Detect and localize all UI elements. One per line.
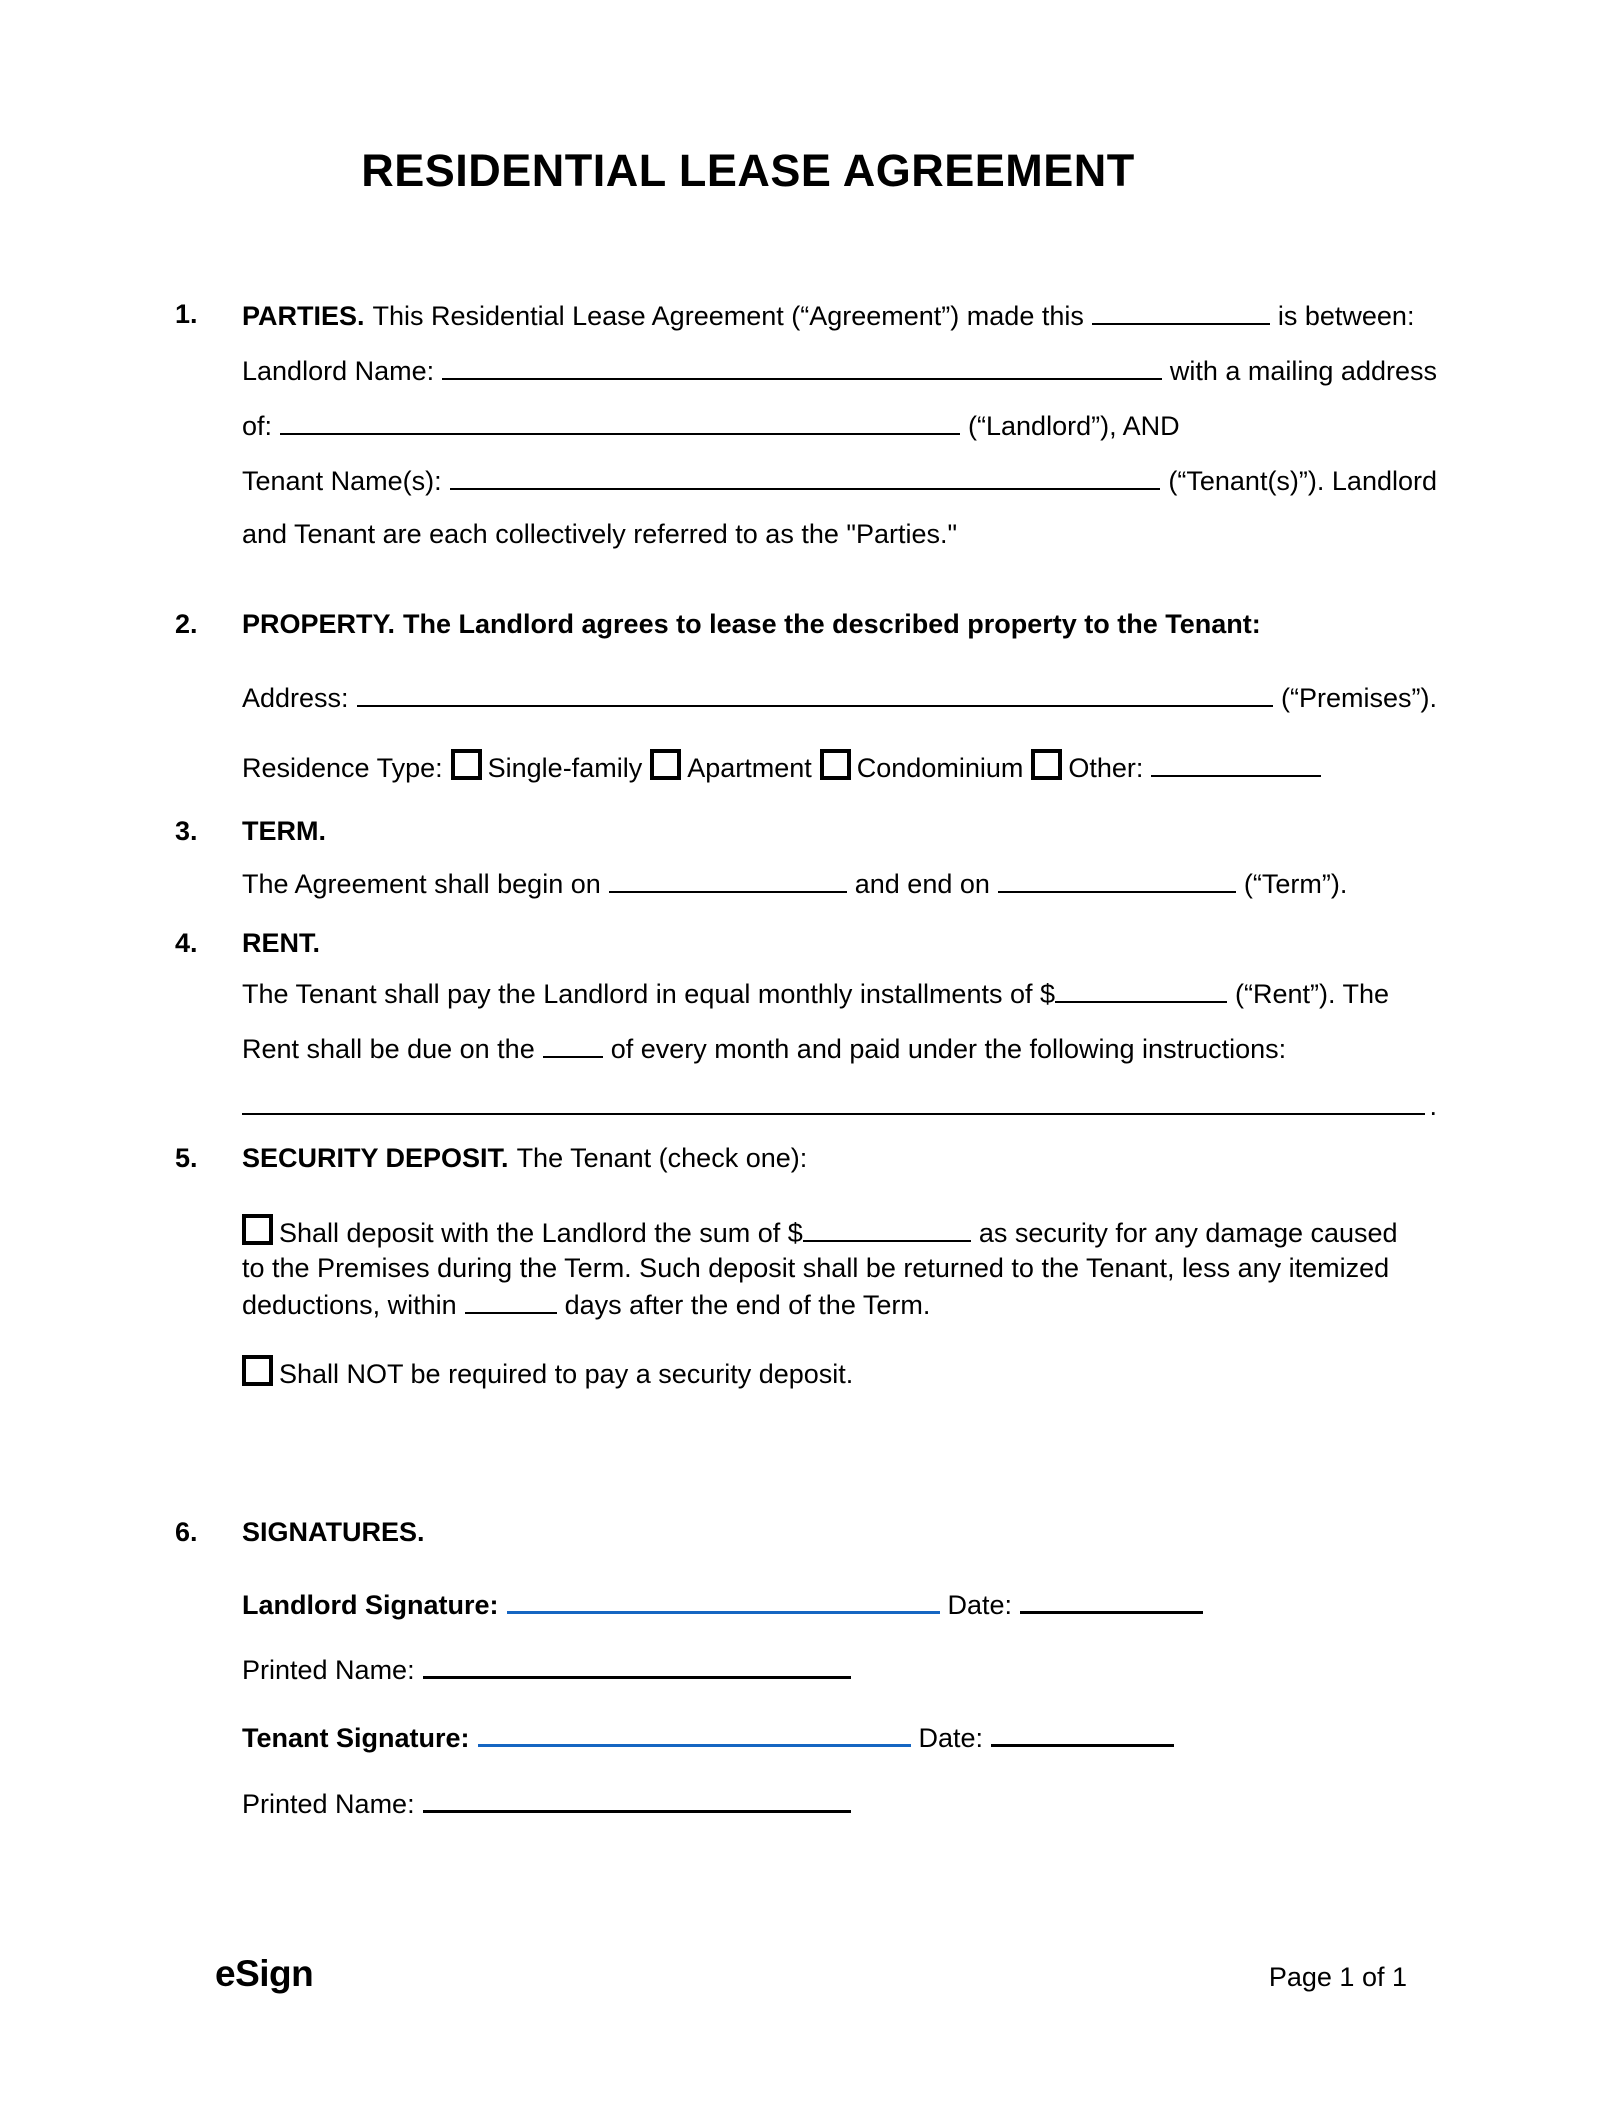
- residence-option-label: Condominium: [856, 753, 1024, 783]
- rent-amount-blank[interactable]: [1055, 977, 1227, 1003]
- deposit-heading-line: [242, 1143, 1437, 1174]
- landlord-date-blank[interactable]: [1020, 1587, 1203, 1614]
- security-deposit-heading: SECURITY DEPOSIT.: [242, 1143, 509, 1173]
- term-text-end: (“Term”).: [1243, 869, 1348, 899]
- deposit-amount-blank[interactable]: [803, 1216, 971, 1242]
- section-property: [175, 609, 1437, 784]
- section-number: 2.: [175, 609, 198, 639]
- checkbox-condominium[interactable]: [820, 749, 851, 780]
- tenant-printed-name-row: [242, 1786, 1437, 1820]
- parties-intro-text-end: is between:: [1277, 301, 1415, 331]
- landlord-name-blank[interactable]: [442, 354, 1162, 380]
- residence-option-label: Single-family: [487, 753, 643, 783]
- deposit-text-after-amount: as security for any damage caused: [978, 1218, 1398, 1248]
- property-address-label: Address:: [242, 683, 349, 713]
- parties-heading: PARTIES.: [242, 301, 365, 331]
- residence-type-label: Residence Type:: [242, 753, 443, 783]
- landlord-address-blank[interactable]: [280, 409, 960, 435]
- agreement-date-blank[interactable]: [1092, 299, 1270, 325]
- deposit-text-before-amount: Shall deposit with the Landlord the sum of $: [279, 1218, 803, 1248]
- checkbox-other[interactable]: [1031, 749, 1062, 780]
- term-dates-line: [242, 867, 1437, 900]
- checkbox-apartment[interactable]: [650, 749, 681, 780]
- landlord-signature-label: Landlord Signature:: [242, 1590, 499, 1620]
- rent-text-after-day: of every month and paid under the following instructions:: [610, 1034, 1287, 1064]
- payment-instructions-line: [242, 1089, 1437, 1122]
- tenant-signature-label: Tenant Signature:: [242, 1723, 470, 1753]
- checkbox-no-deposit[interactable]: [242, 1355, 273, 1386]
- checkbox-single-family[interactable]: [451, 749, 482, 780]
- section-number: 6.: [175, 1517, 198, 1547]
- deposit-option1-line2: to the Premises during the Term. Such deposit shall be returned to the Tenant, less any itemized: [242, 1253, 1390, 1283]
- document-content: [175, 0, 1437, 1820]
- property-heading-line: [242, 609, 1437, 640]
- landlord-address-suffix: (“Landlord”), AND: [968, 411, 1180, 441]
- parties-closing-line: and Tenant are each collectively referred to as the "Parties.": [242, 519, 958, 549]
- landlord-name-line: [242, 354, 1437, 387]
- tenant-date-blank[interactable]: [991, 1720, 1174, 1747]
- parties-intro-text: This Residential Lease Agreement (“Agreement”) made this: [372, 301, 1084, 331]
- landlord-name-label: Landlord Name:: [242, 356, 435, 386]
- tenant-names-line: [242, 464, 1437, 497]
- rent-amount-line: [242, 977, 1437, 1010]
- parties-intro-line: [242, 299, 1437, 332]
- rent-due-line: [242, 1032, 1437, 1065]
- landlord-signature-line-row: [242, 1587, 1437, 1621]
- landlord-date-label: Date:: [947, 1590, 1013, 1620]
- tenant-signature-line[interactable]: [478, 1720, 911, 1747]
- residence-type-line: [242, 746, 1437, 784]
- term-end-date-blank[interactable]: [998, 867, 1236, 893]
- deposit-text-before-days: deductions, within: [242, 1290, 457, 1320]
- landlord-address-label: of:: [242, 411, 273, 441]
- property-heading: PROPERTY.: [242, 609, 396, 639]
- rent-text-before-day: Rent shall be due on the: [242, 1034, 535, 1064]
- residence-option-label: Other:: [1068, 753, 1144, 783]
- section-security-deposit: [175, 1143, 1437, 1390]
- rent-text-after-amount: (“Rent”). The: [1235, 979, 1390, 1009]
- tenant-names-blank[interactable]: [450, 464, 1161, 490]
- section-signatures: [175, 1517, 1437, 1820]
- residence-other-blank[interactable]: [1151, 751, 1321, 777]
- property-address-line: [242, 681, 1437, 714]
- term-heading-line: [242, 816, 1437, 847]
- term-heading: TERM.: [242, 816, 326, 846]
- tenant-signature-line-row: [242, 1720, 1437, 1754]
- page-footer: [215, 1953, 1407, 1994]
- property-address-blank[interactable]: [357, 681, 1273, 707]
- tenant-printed-name-blank[interactable]: [423, 1786, 851, 1813]
- section-number: 5.: [175, 1143, 198, 1173]
- section-number: 1.: [175, 299, 198, 329]
- rent-heading: RENT.: [242, 928, 321, 958]
- deposit-option1-line1: [242, 1211, 1437, 1249]
- landlord-printed-name-blank[interactable]: [423, 1652, 851, 1679]
- deposit-text-after-days: days after the end of the Term.: [564, 1290, 931, 1320]
- deposit-option1-line3: [242, 1288, 1437, 1321]
- signatures-heading: SIGNATURES.: [242, 1517, 425, 1547]
- tenant-date-label: Date:: [918, 1723, 984, 1753]
- deposit-option2-line: [242, 1352, 1437, 1390]
- page-number: Page 1 of 1: [1268, 1962, 1407, 1992]
- landlord-name-suffix: with a mailing address: [1169, 356, 1437, 386]
- section-number: 4.: [175, 928, 198, 958]
- landlord-signature-line[interactable]: [507, 1587, 940, 1614]
- section-number: 3.: [175, 816, 198, 846]
- esign-logo: eSign: [215, 1953, 314, 1994]
- payment-instructions-blank[interactable]: [242, 1089, 1425, 1115]
- landlord-printed-name-row: [242, 1652, 1437, 1686]
- tenant-printed-name-label: Printed Name:: [242, 1789, 415, 1819]
- checkbox-shall-deposit[interactable]: [242, 1214, 273, 1245]
- property-intro-text: The Landlord agrees to lease the described property to the Tenant:: [403, 609, 1261, 639]
- term-start-date-blank[interactable]: [609, 867, 847, 893]
- term-text-begin: The Agreement shall begin on: [242, 869, 601, 899]
- section-parties: [175, 299, 1437, 550]
- deposit-intro-text: The Tenant (check one):: [516, 1143, 808, 1173]
- no-deposit-label: Shall NOT be required to pay a security deposit.: [279, 1359, 854, 1389]
- rent-heading-line: [242, 928, 1437, 959]
- section-term: [175, 816, 1437, 900]
- rent-due-day-blank[interactable]: [543, 1032, 603, 1058]
- signatures-heading-line: [242, 1517, 1437, 1548]
- rent-text-before-amount: The Tenant shall pay the Landlord in equal monthly installments of $: [242, 979, 1056, 1009]
- deposit-return-days-blank[interactable]: [465, 1288, 557, 1314]
- property-address-suffix: (“Premises”).: [1281, 683, 1437, 713]
- tenant-names-suffix: (“Tenant(s)”). Landlord: [1168, 466, 1437, 496]
- instructions-period: .: [1429, 1091, 1437, 1121]
- term-text-middle: and end on: [854, 869, 990, 899]
- section-rent: [175, 928, 1437, 1122]
- tenant-names-label: Tenant Name(s):: [242, 466, 442, 496]
- residence-option-label: Apartment: [687, 753, 812, 783]
- document-title: RESIDENTIAL LEASE AGREEMENT: [361, 145, 1135, 196]
- landlord-printed-name-label: Printed Name:: [242, 1655, 415, 1685]
- landlord-address-line: [242, 409, 1437, 442]
